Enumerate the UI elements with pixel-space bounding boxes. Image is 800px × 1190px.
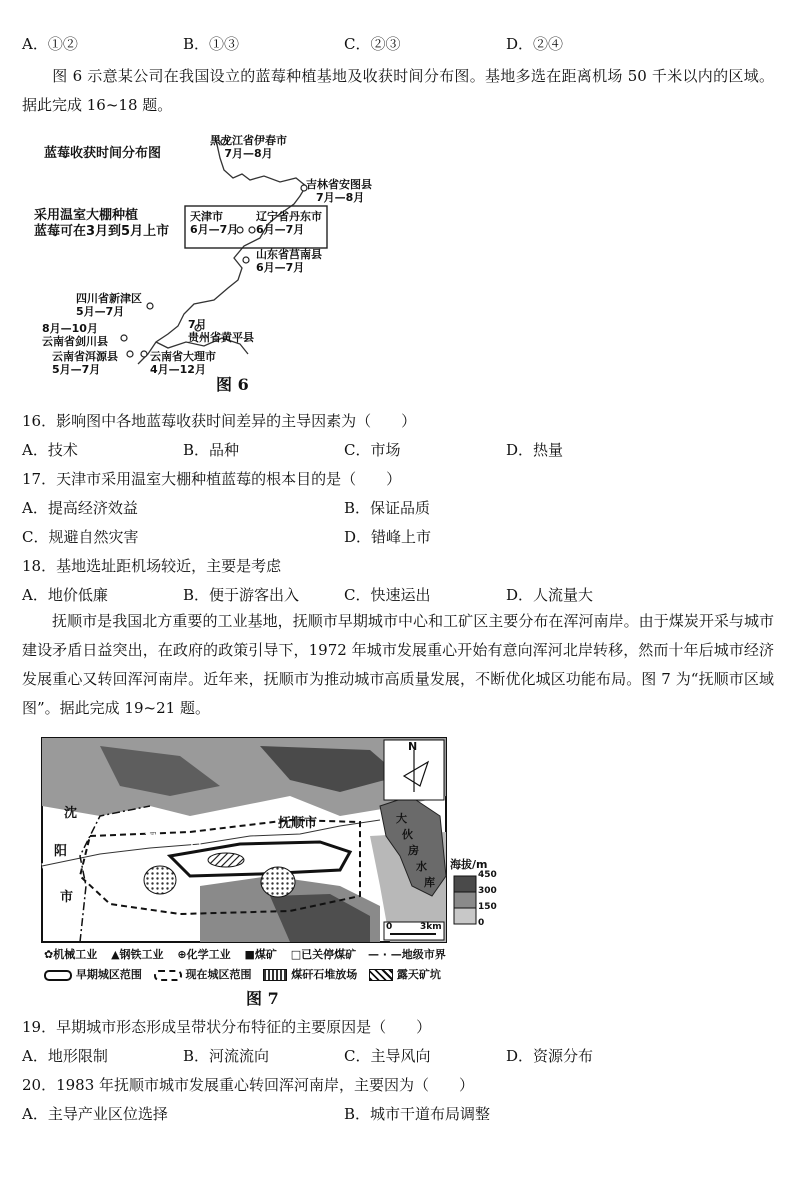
- legend-open-pit: 露天矿坑: [396, 968, 441, 981]
- q16-option-a: A．技术: [22, 441, 78, 459]
- label-he: 河: [190, 834, 203, 848]
- site-name: 吉林省安图县: [306, 178, 372, 191]
- site-label-junan: [256, 248, 322, 274]
- steel-icon: ▲: [111, 948, 120, 961]
- boundary-line-icon: — · —: [367, 948, 402, 961]
- intro-fig6: [22, 62, 774, 120]
- legend-early-urban: 早期城区范围: [75, 968, 142, 981]
- site-name: 贵州省黄平县: [188, 331, 254, 344]
- site-dot-xinjin: [147, 303, 153, 309]
- site-time: 6月—7月: [256, 223, 305, 236]
- q18-option-c: C．快速运出: [344, 586, 431, 604]
- gangue-heap-west: [144, 866, 176, 894]
- q17-option-a: A．提高经济效益: [22, 499, 138, 517]
- legend-steel: 钢铁工业: [119, 948, 164, 961]
- site-name: 山东省莒南县: [256, 248, 322, 261]
- q15-option-b: B．①③: [183, 35, 240, 53]
- fig7-caption: 图 7: [246, 989, 279, 1008]
- label-reservoir-2: 伙: [402, 828, 413, 841]
- site-label-dali: [150, 350, 216, 376]
- site-dot-eryuan: [127, 351, 133, 357]
- greenhouse-note: [34, 208, 169, 240]
- q20-stem: 20．1983 年抚顺市城市发展重心转回浑河南岸，主要因为（ ）: [22, 1076, 475, 1094]
- site-time: 6月—7月: [190, 223, 239, 236]
- site-time: 8月—10月: [42, 322, 98, 335]
- q16-stem: 16．影响图中各地蓝莓收获时间差异的主导因素为（ ）: [22, 412, 417, 430]
- q16-option-b: B．品种: [183, 441, 240, 459]
- site-label-huangping: [188, 318, 254, 344]
- fig6-caption: 图 6: [216, 375, 249, 394]
- greenhouse-note-line2: 蓝莓可在3月到5月上市: [34, 224, 170, 239]
- legend-chemical: 化学工业: [186, 948, 231, 961]
- site-time: 5月—7月: [52, 363, 101, 376]
- q17-option-b: B．保证品质: [344, 499, 431, 517]
- site-name: 云南省大理市: [150, 350, 216, 363]
- site-label-xinjin: [76, 292, 142, 318]
- figure-6: [28, 128, 408, 398]
- site-time: 4月—12月: [150, 363, 206, 376]
- elevation-tick-450: 450: [478, 870, 497, 880]
- q18-option-d: D．人流量大: [506, 586, 594, 604]
- site-label-yichun: [210, 134, 287, 160]
- elevation-tick-300: 300: [478, 886, 497, 896]
- gangue-heap-east: [261, 867, 295, 897]
- greenhouse-note-line1: 采用温室大棚种植: [34, 208, 139, 223]
- site-time: 7月—8月: [224, 147, 273, 160]
- q17-option-c: C．规避自然灾害: [22, 528, 139, 546]
- elevation-tick-0: 0: [478, 918, 485, 928]
- open-pit-mine: [208, 853, 244, 867]
- site-dot-dandong: [249, 227, 255, 233]
- q15-option-d: D．②④: [506, 35, 564, 53]
- site-time: 7月: [188, 318, 207, 331]
- intro-fig6-text: 图 6 示意某公司在我国设立的蓝莓种植基地及收获时间分布图。基地多选在距离机场 50 千米以内的区域。据此完成 16~18 题。: [22, 67, 774, 114]
- legend-coal-mine: 煤矿: [254, 948, 277, 961]
- site-name: 辽宁省丹东市: [256, 210, 322, 223]
- q19-option-c: C．主导风向: [344, 1047, 431, 1065]
- intro-fig7: [22, 607, 774, 723]
- label-shi: 市: [60, 890, 74, 905]
- label-shen: 沈: [64, 806, 78, 821]
- label-hun: 浑: [144, 832, 157, 846]
- q17-option-d: D．错峰上市: [344, 528, 432, 546]
- intro-fig7-text: 抚顺市是我国北方重要的工业基地，抚顺市早期城市中心和工矿区主要分布在浑河南岸。由于煤炭开采与城市建设矛盾日益突出，在政府的政策引导下，1972 年城市发展重心开始有意向浑河北岸转移，然而十年后城市经济发展重心又转回浑河南岸。近年来，抚顺市为推动城市高质量发展，不断优化城区功能布局。图 7 为“抚顺市区域图”。据此完成 19~21 题。: [22, 612, 774, 717]
- fig6-title: 蓝莓收获时间分布图: [44, 146, 162, 161]
- label-reservoir-1: 大: [396, 812, 407, 825]
- site-dot-jianchuan: [121, 335, 127, 341]
- site-label-tianjin: [190, 210, 238, 236]
- scale-3km: 3km: [420, 922, 442, 932]
- legend-machinery: 机械工业: [53, 948, 98, 961]
- coal-mine-icon: ■: [244, 948, 255, 961]
- q18-option-b: B．便于游客出入: [183, 586, 300, 604]
- q20-option-a: A．主导产业区位选择: [22, 1105, 168, 1123]
- machinery-icon: ✿: [44, 948, 54, 961]
- label-reservoir-4: 水: [416, 860, 427, 873]
- chemical-icon: ⊕: [177, 948, 187, 961]
- label-reservoir-3: 房: [408, 844, 419, 857]
- q19-stem: 19．早期城市形态形成呈带状分布特征的主要原因是（ ）: [22, 1018, 432, 1036]
- elevation-swatch-450: [454, 876, 476, 892]
- label-yang: 阳: [54, 844, 68, 859]
- q19-option-b: B．河流流向: [183, 1047, 270, 1065]
- elevation-swatch-300: [454, 892, 476, 908]
- q18-option-a: A．地价低廉: [22, 586, 108, 604]
- closed-mine-icon: □: [290, 948, 302, 961]
- compass-n: N: [408, 740, 418, 753]
- elevation-tick-150: 150: [478, 902, 497, 912]
- open-pit-icon: [369, 969, 393, 981]
- q20-option-b: B．城市干道布局调整: [344, 1105, 491, 1123]
- site-name: 云南省剑川县: [42, 335, 108, 348]
- site-label-jianchuan: [42, 322, 108, 348]
- site-label-eryuan: [52, 350, 118, 376]
- q18-stem: 18．基地选址距机场较近，主要是考虑: [22, 557, 282, 575]
- early-urban-icon: [44, 970, 72, 981]
- site-name: 云南省洱源县: [52, 350, 118, 363]
- legend-row-1: [44, 946, 446, 962]
- label-fushun: 抚顺市: [278, 816, 318, 831]
- legend-city-boundary: 地级市界: [401, 948, 446, 961]
- legend-current-urban: 现在城区范围: [185, 968, 252, 981]
- q15-option-a: A．①②: [22, 35, 78, 53]
- q16-option-c: C．市场: [344, 441, 401, 459]
- elevation-swatch-150: [454, 908, 476, 924]
- site-time: 5月—7月: [76, 305, 125, 318]
- q19-option-a: A．地形限制: [22, 1047, 108, 1065]
- figure-7: [40, 736, 498, 1008]
- site-label-antu: [306, 178, 372, 204]
- q16-option-d: D．热量: [506, 441, 564, 459]
- site-name: 天津市: [190, 210, 223, 223]
- gangue-icon: [263, 969, 287, 981]
- q17-stem: 17．天津市采用温室大棚种植蓝莓的根本目的是（ ）: [22, 470, 402, 488]
- scale-zero: 0: [386, 922, 393, 932]
- site-dot-dali: [141, 351, 147, 357]
- legend-closed-mine: 已关停煤矿: [301, 948, 357, 961]
- q19-option-d: D．资源分布: [506, 1047, 594, 1065]
- site-dot-junan: [243, 257, 249, 263]
- site-label-dandong: [256, 210, 322, 236]
- site-name: 四川省新津区: [76, 292, 142, 305]
- site-time: 7月—8月: [316, 191, 365, 204]
- site-name: 黑龙江省伊春市: [210, 134, 287, 147]
- site-time: 6月—7月: [256, 261, 305, 274]
- current-urban-icon: [154, 970, 182, 981]
- elevation-title: 海拔/m: [450, 858, 488, 871]
- label-reservoir-5: 库: [424, 876, 435, 889]
- legend-row-2: [44, 966, 441, 982]
- legend-gangue: 煤矸石堆放场: [291, 968, 358, 981]
- q15-option-c: C．②③: [344, 35, 401, 53]
